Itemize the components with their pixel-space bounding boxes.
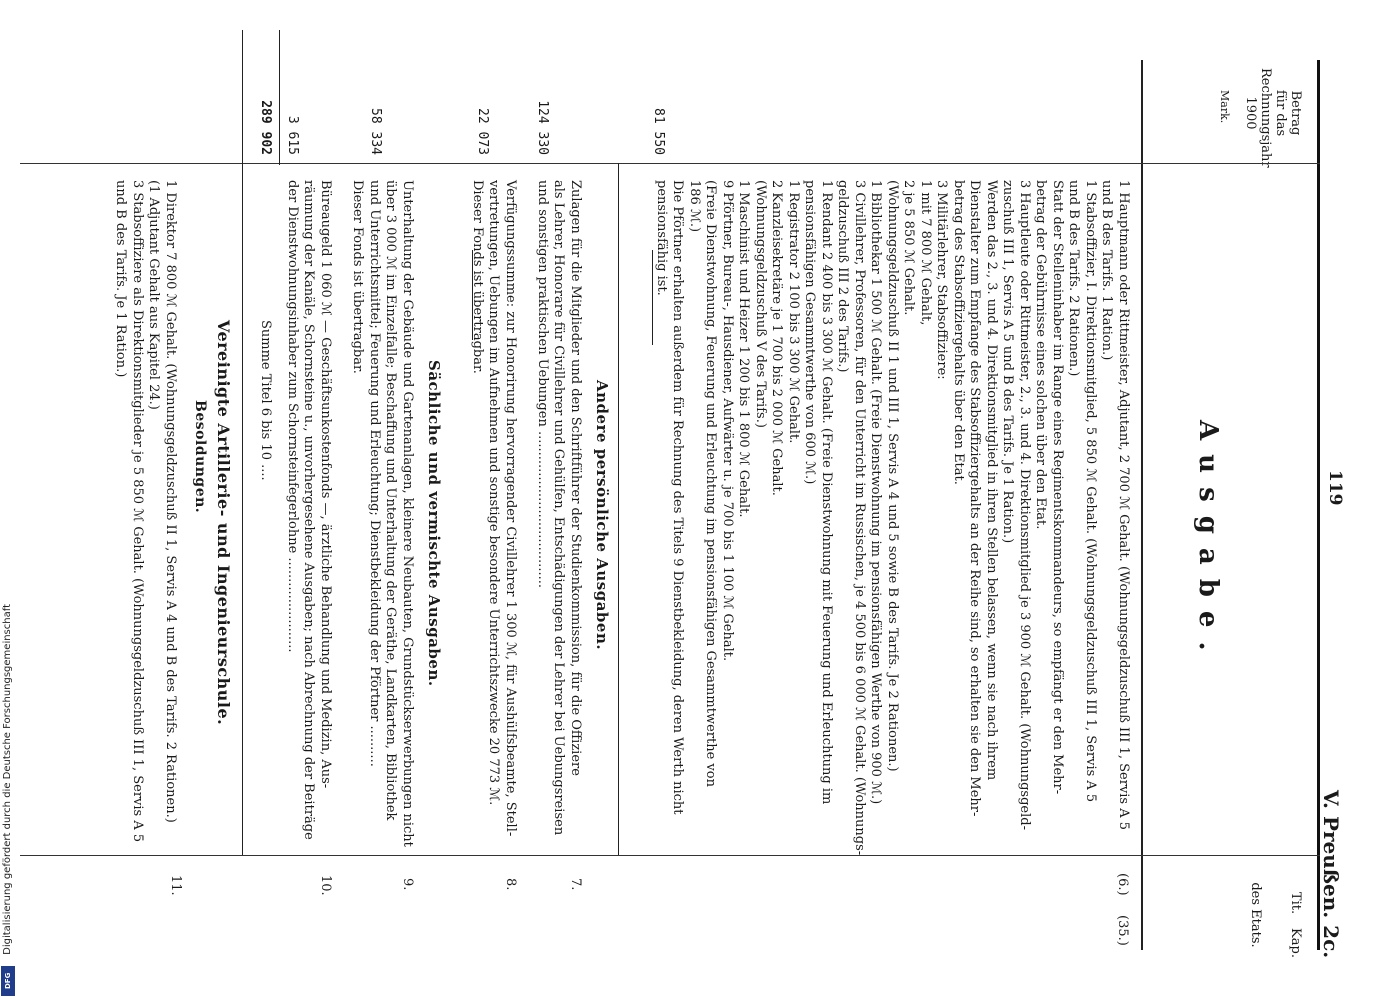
text-line: 9 Pförtner, Bureau-, Hausdiener, Aufwärter u. je 700 bis 1 100 ℳ Gehalt. [720, 180, 735, 662]
text-line: Die Pförtner erhalten außerdem für Rechnung des Titels 9 Dienstbekleidung, deren Werth nicht [670, 180, 686, 815]
text-line: betrag des Stabsoffiziergehalts über den Etat. [951, 180, 966, 485]
text-line: Unterhaltung der Gebäude und Gartenanlagen, kleinere Neubauten, Grundstückserwerbungen nicht [400, 180, 415, 847]
section-title-ausgabe: Ausgabe. [1193, 420, 1223, 665]
item-7-amount: 124 330 [535, 100, 550, 155]
text-line: geldzuschuß III 2 des Tarifs.) [835, 180, 851, 373]
text-line: Dienstalter zum Empfange des Stabsoffiziergehalts an der Reihe sind, so erhalten sie den Mehr- [967, 180, 983, 817]
heading-artillerieschule: Vereinigte Artillerie- und Ingenieurschule. [214, 320, 233, 726]
header-rule-top [1317, 60, 1320, 950]
text-line: und B des Tarifs. 2 Rationen.) [1066, 180, 1082, 377]
text-line: 1 Hauptmann oder Rittmeister, Adjutant, 2 700 ℳ Gehalt. (Wohnungsgeldzuschuß III 1, Servis A 5 [1116, 180, 1131, 831]
text-line: 3 Hauptleute oder Rittmeister, 2., 3. und 4. Direktionsmitglied je 3 900 ℳ Gehalt. (Wohnungsgeld- [1017, 180, 1032, 830]
sum-amount: 289 902 [258, 100, 273, 155]
section-divider-other [618, 163, 619, 855]
amount-column-rule [20, 163, 1320, 164]
column-kap-label: Kap. [1288, 928, 1303, 958]
text-line: 1 mit 7 800 ℳ Gehalt, [918, 180, 933, 326]
heading-andere-ausgaben: Andere persönliche Ausgaben. [593, 380, 611, 651]
text-line: 1 Registrator 2 100 bis 3 300 ℳ Gehalt. [786, 180, 801, 444]
text-line: Zulagen für die Mitglieder und den Schriftführer der Studienkommission, für die Offiziere [568, 180, 583, 776]
text-line: 1 Maschinist und Heizer 1 200 bis 1 800 ℳ Gehalt. [736, 180, 752, 518]
text-line: 2 Kanzleisekretäre je 1 700 bis 2 000 ℳ Gehalt. [769, 180, 785, 496]
dfg-logo-icon: DFG [1, 966, 15, 996]
item-8-text [469, 180, 519, 845]
text-line: Büreaugeld 1 060 ℳ — Geschäftsunkostenfonds —, ärztliche Behandlung und Medizin, Aus- [318, 180, 333, 789]
tit-number-10: 10. [318, 875, 333, 896]
item-9-amount: 58 334 [368, 108, 383, 155]
kap-number: (35.) [1115, 915, 1130, 946]
block-6-amount: 81 550 [651, 108, 666, 155]
text-line: räumung der Kanäle, Schornsteine u., unvorhergesehene Ausgaben; nach Abrechnung der Beiträge [301, 180, 317, 840]
sum-label: Summe Titel 6 bis 10 .... [258, 320, 273, 481]
header-rule-bottom [1141, 60, 1143, 950]
text-line: 3 Militärlehrer, Stabsoffiziere: [934, 180, 950, 380]
text-line: 1 Stabsoffizier, I. Direktionsmitglied, 5 850 ℳ Gehalt. (Wohnungsgeldzuschuß III 1, Servis A 5 [1083, 180, 1098, 803]
item-9-text [349, 180, 415, 845]
tit-number-11: 11. [168, 875, 183, 896]
heading-saechliche-ausgaben: Sächliche und vermischte Ausgaben. [425, 360, 443, 687]
tit-number-6: (6.) [1115, 873, 1130, 896]
text-line: der Dienstwohnungsinhaber zum Schornsteinfegerlohne ....................... [285, 180, 300, 653]
item-11-text [112, 180, 178, 845]
text-line: (Wohnungsgeldzuschuß II 1 und III 1, Servis A 4 und 5 sowie B des Tarifs. Je 2 Rationen.) [885, 180, 900, 772]
text-line: und B des Tarifs. Je 1 Ration.) [113, 180, 129, 378]
total-sum-rule [279, 30, 280, 165]
text-line: 3 Civillehrer, Professoren, für den Unterricht im Russischen, je 4 500 bis 6 000 ℳ Gehalt. (Wohnungs- [852, 180, 867, 856]
kap-column-rule [20, 855, 1320, 856]
item-8-amount: 22 073 [475, 108, 490, 155]
text-line: pensionsfähig ist. [654, 180, 669, 296]
text-line: über 3 000 ℳ im Einzelfalle; Beschaffung und Unterhaltung der Geräthe, Landkarten, Bibliothek [383, 180, 399, 821]
text-line: (1 Adjutant Gehalt aus Kapitel 24.) [146, 180, 162, 410]
text-line: pensionsfähigen Gesammtwerthe von 600 ℳ.) [802, 180, 818, 485]
page-number: 119 [1325, 470, 1345, 506]
text-line: 1 Direktor 7 800 ℳ Gehalt. (Wohnungsgeldzuschuß II 1, Servis A 4 und B des Tarifs. 2 Rationen.) [163, 180, 178, 823]
text-line: Statt der Stelleninhaber im Range eines Regimentskommandeurs, so empfängt er den Mehr- [1050, 180, 1065, 795]
text-line: (Wohnungsgeldzuschuß V des Tarifs.) [753, 180, 768, 428]
item-8-sum-rule [472, 250, 473, 340]
text-line: und Unterrichtsmittel; Feuerung und Erleuchtung; Dienstbekleidung der Pförtner .......... [367, 180, 382, 767]
column-betrag-label [1243, 68, 1303, 168]
betrag-line-4: 1900 [1243, 96, 1258, 130]
item-10-text [284, 180, 334, 845]
header-right-title: V. Preußen. 2c. [1319, 790, 1343, 959]
text-line: zuschuß III 1, Servis A 5 und B des Tarifs. Je 1 Ration.) [1000, 180, 1016, 544]
text-line: vertretungen, Uebungen im Aufnehmen und sonstige besondere Unterrichtszwecke 20 773 ℳ. [486, 180, 502, 806]
column-etats-label: des Etats. [1248, 882, 1263, 948]
text-line: 1 Rendant 2 400 bis 3 300 ℳ Gehalt. (Freie Dienstwohnung mit Feuerung und Erleuchtung im [819, 180, 834, 805]
text-line: Dieser Fonds ist übertragbar. [470, 180, 485, 374]
text-line: Werden das 2., 3. und 4. Direktionsmitglied in ihren Stellen belassen, wenn sie nach ihrem [984, 180, 999, 781]
text-line: und sonstigen praktischen Uebungen ...................................... [535, 180, 550, 588]
text-line: 2 je 5 850 ℳ Gehalt. [901, 180, 917, 316]
text-line: als Lehrer, Honorare für Civillehrer und Gehülfen, Entschädigungen der Lehrer bei Uebungsreisen [551, 180, 567, 836]
block-6-text [653, 180, 1132, 856]
subheading-besoldungen: Besoldungen. [192, 400, 208, 514]
text-line: 1 Bibliothekar 1 500 ℳ Gehalt. (Freie Dienstwohnung im pensionsfähigen Werthe von 900 ℳ.) [868, 180, 884, 805]
text-line: betrag der Gebührnisse eines solchen über den Etat. [1033, 180, 1049, 530]
block-6-sum-rule [652, 250, 653, 345]
item-7-text [534, 180, 584, 845]
tit-number-9: 9. [400, 878, 415, 891]
text-line: 3 Stabsoffiziere als Direktionsmitglieder je 5 850 ℳ Gehalt. (Wohnungsgeldzuschuß III 1, Servis A 5 [130, 180, 145, 843]
tit-number-8: 8. [503, 878, 518, 891]
text-line: 186 ℳ.) [687, 180, 702, 233]
text-line: (Freie Dienstwohnung, Feuerung und Erleuchtung im pensionsfähigen Gesammtwerthe von [703, 180, 719, 787]
column-mark-label: Mark. [1218, 90, 1231, 124]
text-line: und B des Tarifs. 1 Ration.) [1099, 180, 1115, 361]
betrag-line-2: für das [1273, 89, 1288, 137]
tit-number-7: 7. [568, 878, 583, 891]
section-divider-next [242, 30, 243, 855]
betrag-line-1: Betrag [1288, 90, 1303, 136]
text-line: Dieser Fonds ist übertragbar. [350, 180, 366, 374]
digitization-note: Digitalisierung gefördert durch die Deutsche Forschungsgemeinschaft [2, 604, 13, 955]
column-tit-label: Tit. [1288, 891, 1303, 915]
betrag-line-3: Rechnungsjahr [1258, 68, 1273, 168]
text-line: Verfügungssumme: zur Honorirung hervorragender Civillehrer 1 300 ℳ, für Aushülfsbeamte, Stell- [503, 180, 518, 837]
item-10-amount: 3 615 [285, 115, 300, 155]
